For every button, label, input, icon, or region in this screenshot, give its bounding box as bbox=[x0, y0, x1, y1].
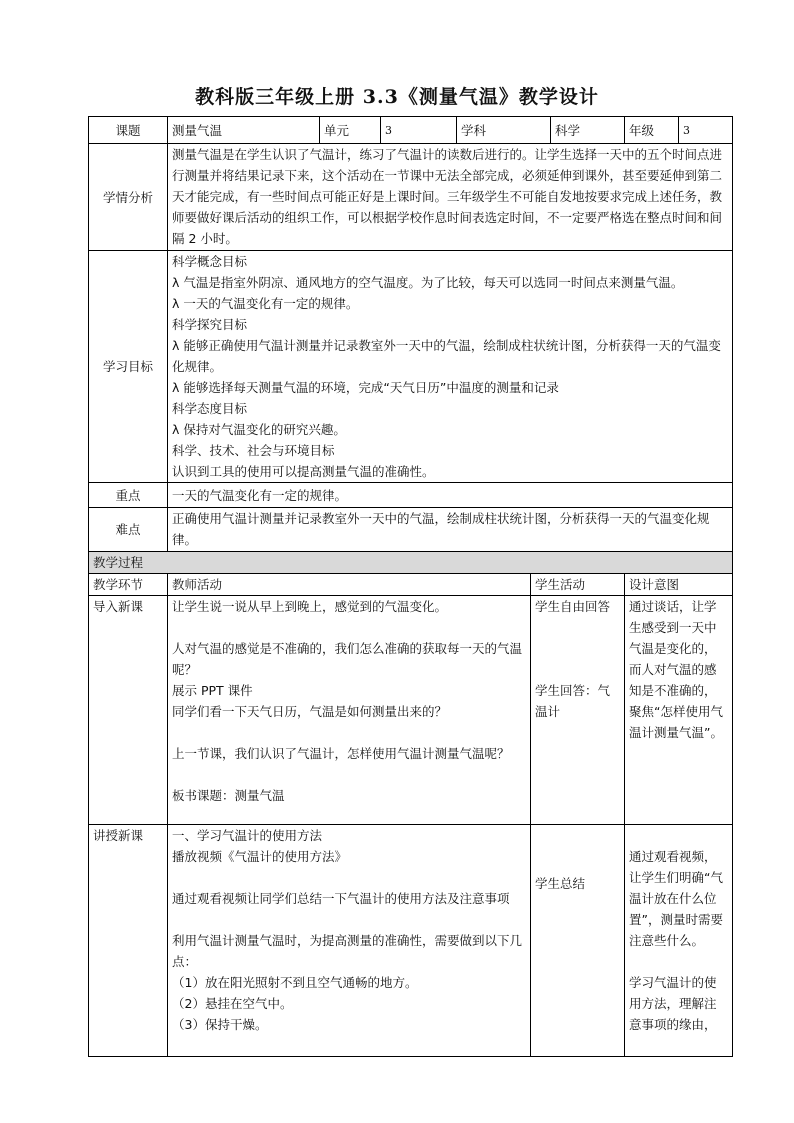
document-title: 教科版三年级上册 3.3《测量气温》教学设计 bbox=[195, 86, 599, 108]
lesson-student bbox=[531, 825, 625, 1057]
unit-label: 单元 bbox=[320, 117, 381, 144]
teacher-line: （3）保持干燥。 bbox=[172, 1017, 268, 1032]
student-line: 学生回答：气温计 bbox=[535, 683, 611, 719]
goal-item: λ 气温是指室外阴凉、通风地方的空气温度。为了比较，每天可以选同一时间点来测量气温。 bbox=[172, 275, 684, 290]
intent-line: 通过观看视频，让学生们明确“气温计放在什么位置”，测量时需要注意些什么。 bbox=[629, 849, 723, 948]
teacher-line: 同学们看一下天气日历，气温是如何测量出来的？ bbox=[172, 704, 448, 719]
teacher-line: 板书课题：测量气温 bbox=[172, 788, 285, 803]
lesson-stage: 讲授新课 bbox=[89, 825, 168, 1057]
course-label: 课题 bbox=[89, 117, 168, 144]
key-point-text: 一天的气温变化有一定的规律。 bbox=[168, 483, 733, 508]
key-point-label: 重点 bbox=[89, 483, 168, 508]
goal-heading: 科学、技术、社会与环境目标 bbox=[172, 443, 335, 458]
col-stage: 教学环节 bbox=[89, 574, 168, 596]
goal-heading: 科学探究目标 bbox=[172, 317, 248, 332]
lesson-row bbox=[89, 825, 733, 1057]
teacher-line: 一、学习气温计的使用方法 bbox=[172, 828, 323, 843]
difficulty-row bbox=[89, 508, 733, 552]
course-value: 测量气温 bbox=[168, 117, 320, 144]
intro-row bbox=[89, 596, 733, 825]
teacher-line: 人对气温的感觉是不准确的，我们怎么准确的获取每一天的气温呢？ bbox=[172, 641, 523, 677]
col-student: 学生活动 bbox=[531, 574, 625, 596]
intent-line: 学习气温计的使用方法，理解注意事项的缘由， bbox=[629, 975, 717, 1032]
student-line: 学生自由回答 bbox=[535, 599, 611, 614]
intro-intent: 通过谈话，让学生感受到一天中气温是变化的，而人对气温的感知是不准确的，聚焦“怎样使用气温计测量气温”。 bbox=[625, 596, 733, 825]
subject-label: 学科 bbox=[457, 117, 551, 144]
unit-value: 3 bbox=[381, 117, 457, 144]
teacher-line: 上一节课，我们认识了气温计，怎样使用气温计测量气温呢？ bbox=[172, 746, 510, 761]
intro-stage: 导入新课 bbox=[89, 596, 168, 825]
goal-item: λ 一天的气温变化有一定的规律。 bbox=[172, 296, 359, 311]
process-header: 教学过程 bbox=[89, 552, 733, 574]
process-header-row bbox=[89, 552, 733, 574]
grade-label: 年级 bbox=[625, 117, 679, 144]
lesson-teacher bbox=[168, 825, 531, 1057]
goals-label: 学习目标 bbox=[89, 251, 168, 483]
teacher-line: 通过观看视频让同学们总结一下气温计的使用方法及注意事项 bbox=[172, 891, 510, 906]
goal-item: λ 能够选择每天测量气温的环境，完成“天气日历”中温度的测量和记录 bbox=[172, 380, 559, 395]
analysis-label: 学情分析 bbox=[89, 144, 168, 251]
goals-content bbox=[168, 251, 733, 483]
teacher-line: 让学生说一说从早上到晚上，感觉到的气温变化。 bbox=[172, 599, 448, 614]
goal-heading: 科学概念目标 bbox=[172, 254, 248, 269]
lesson-intent bbox=[625, 825, 733, 1057]
student-line: 学生总结 bbox=[535, 876, 586, 891]
teacher-line: 播放视频《气温计的使用方法》 bbox=[172, 849, 348, 864]
intro-student bbox=[531, 596, 625, 825]
key-point-row bbox=[89, 483, 733, 508]
teacher-line: 展示 PPT 课件 bbox=[172, 683, 253, 698]
goals-row bbox=[89, 251, 733, 483]
analysis-text: 测量气温是在学生认识了气温计，练习了气温计的读数后进行的。让学生选择一天中的五个时间点进行测量并将结果记录下来，这个活动在一节课中无法全部完成，必须延伸到课外，甚至要延伸到第二天才能完成，有一些时间点可能正好是上课时间。三年级学生不可能自发地按要求完成上述任务，教师要做好课后活动的组织工作，可以根据学校作息时间表选定时间，不一定要严格选在整点时间和间隔 2 小时。 bbox=[168, 144, 733, 251]
goal-item: λ 能够正确使用气温计测量并记录教室外一天中的气温，绘制成柱状统计图，分析获得一天的气温变化规律。 bbox=[172, 338, 721, 374]
teacher-line: （1）放在阳光照射不到且空气通畅的地方。 bbox=[172, 975, 418, 990]
teacher-line: （2）悬挂在空气中。 bbox=[172, 996, 293, 1011]
grade-value: 3 bbox=[679, 117, 733, 144]
goal-item: λ 保持对气温变化的研究兴趣。 bbox=[172, 422, 346, 437]
col-teacher: 教师活动 bbox=[168, 574, 531, 596]
intro-teacher bbox=[168, 596, 531, 825]
teacher-line: 利用气温计测量气温时，为提高测量的准确性，需要做到以下几点： bbox=[172, 933, 523, 969]
lesson-plan-table bbox=[88, 116, 733, 1057]
process-columns-row bbox=[89, 574, 733, 596]
difficulty-text: 正确使用气温计测量并记录教室外一天中的气温，绘制成柱状统计图，分析获得一天的气温变化规律。 bbox=[168, 508, 733, 552]
difficulty-label: 难点 bbox=[89, 508, 168, 552]
goal-item: 认识到工具的使用可以提高测量气温的准确性。 bbox=[172, 464, 435, 479]
subject-value: 科学 bbox=[551, 117, 625, 144]
info-row bbox=[89, 117, 733, 144]
goal-heading: 科学态度目标 bbox=[172, 401, 248, 416]
col-intent: 设计意图 bbox=[625, 574, 733, 596]
analysis-row bbox=[89, 144, 733, 251]
